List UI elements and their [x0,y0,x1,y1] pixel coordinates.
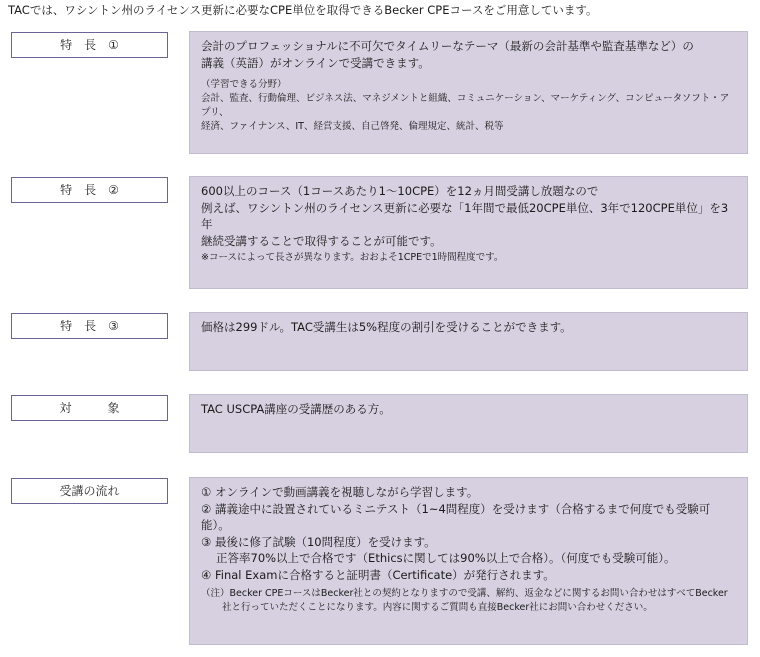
feature-2-label: 特 長 ② [11,177,168,203]
feature-2-box [189,176,748,289]
feature-2-line: 例えば、ワシントン州のライセンス更新に必要な「1年間で最低20CPE単位、3年で120CPE単位」を3年 [201,200,729,231]
feature-1-label: 特 長 ① [11,32,168,58]
flow-note: （注）Becker CPEコースはBecker社との契約となりますので受講、解約、返金などに関するお問い合わせはすべてBecker [201,588,728,599]
feature-2-line: 継続受講することで取得することが可能です。 [201,233,442,248]
feature-3-label: 特 長 ③ [11,313,168,339]
flow-note-continued: 社と行っていただくことになります。内容に関するご質問も直接Becker社にお問い合わせください。 [222,602,653,613]
target-label: 対 象 [11,395,168,421]
target-box [189,394,748,453]
feature-1-fields-line: 経済、ファイナンス、IT、経営支援、自己啓発、倫理規定、統計、税等 [201,121,504,132]
flow-step-3-detail: 正答率70%以上で合格です（Ethicsに関しては90%以上で合格）。（何度でも受験可能）。 [216,551,676,565]
flow-box [189,477,748,645]
feature-1-fields-heading: （学習できる分野） [201,79,287,90]
feature-1-line: 会計のプロフェッショナルに不可欠でタイムリーなテーマ（最新の会計基準や監査基準など）の [201,39,694,53]
feature-1-box [189,31,748,154]
feature-1-fields-line: 会計、監査、行動倫理、ビジネス法、マネジメントと組織、コミュニケーション、マーケティング、コンピュータソフト・アプリ、 [201,93,730,118]
feature-3-box [189,312,748,371]
flow-step-1: ① オンラインで動画講義を視聴しながら学習します。 [201,485,479,499]
feature-2-line: 600以上のコース（1コースあたり1～10CPE）を12ヵ月間受講し放題なので [201,184,599,198]
feature-1-line: 講義（英語）がオンラインで受講できます。 [201,55,430,70]
flow-step-2: ② 講義途中に設置されているミニテスト（1~4問程度）を受けます（合格するまで何度でも受験可能）。 [201,501,711,532]
feature-2-note: ※コースによって長さが異なります。おおよそ1CPEで1時間程度です。 [201,252,504,263]
flow-step-4: ④ Final Examに合格すると証明書（Certificate）が発行されます。 [201,567,555,582]
feature-3-line: 価格は299ドル。TAC受講生は5%程度の割引を受けることができます。 [201,320,572,334]
intro-text: TACでは、ワシントン州のライセンス更新に必要なCPE単位を取得できるBecker CPEコースをご用意しています。 [8,3,598,17]
flow-step-3: ③ 最後に修了試験（10問程度）を受けます。 [201,534,436,549]
target-line: TAC USCPA講座の受講歴のある方。 [201,402,391,416]
flow-label: 受講の流れ [11,478,168,504]
